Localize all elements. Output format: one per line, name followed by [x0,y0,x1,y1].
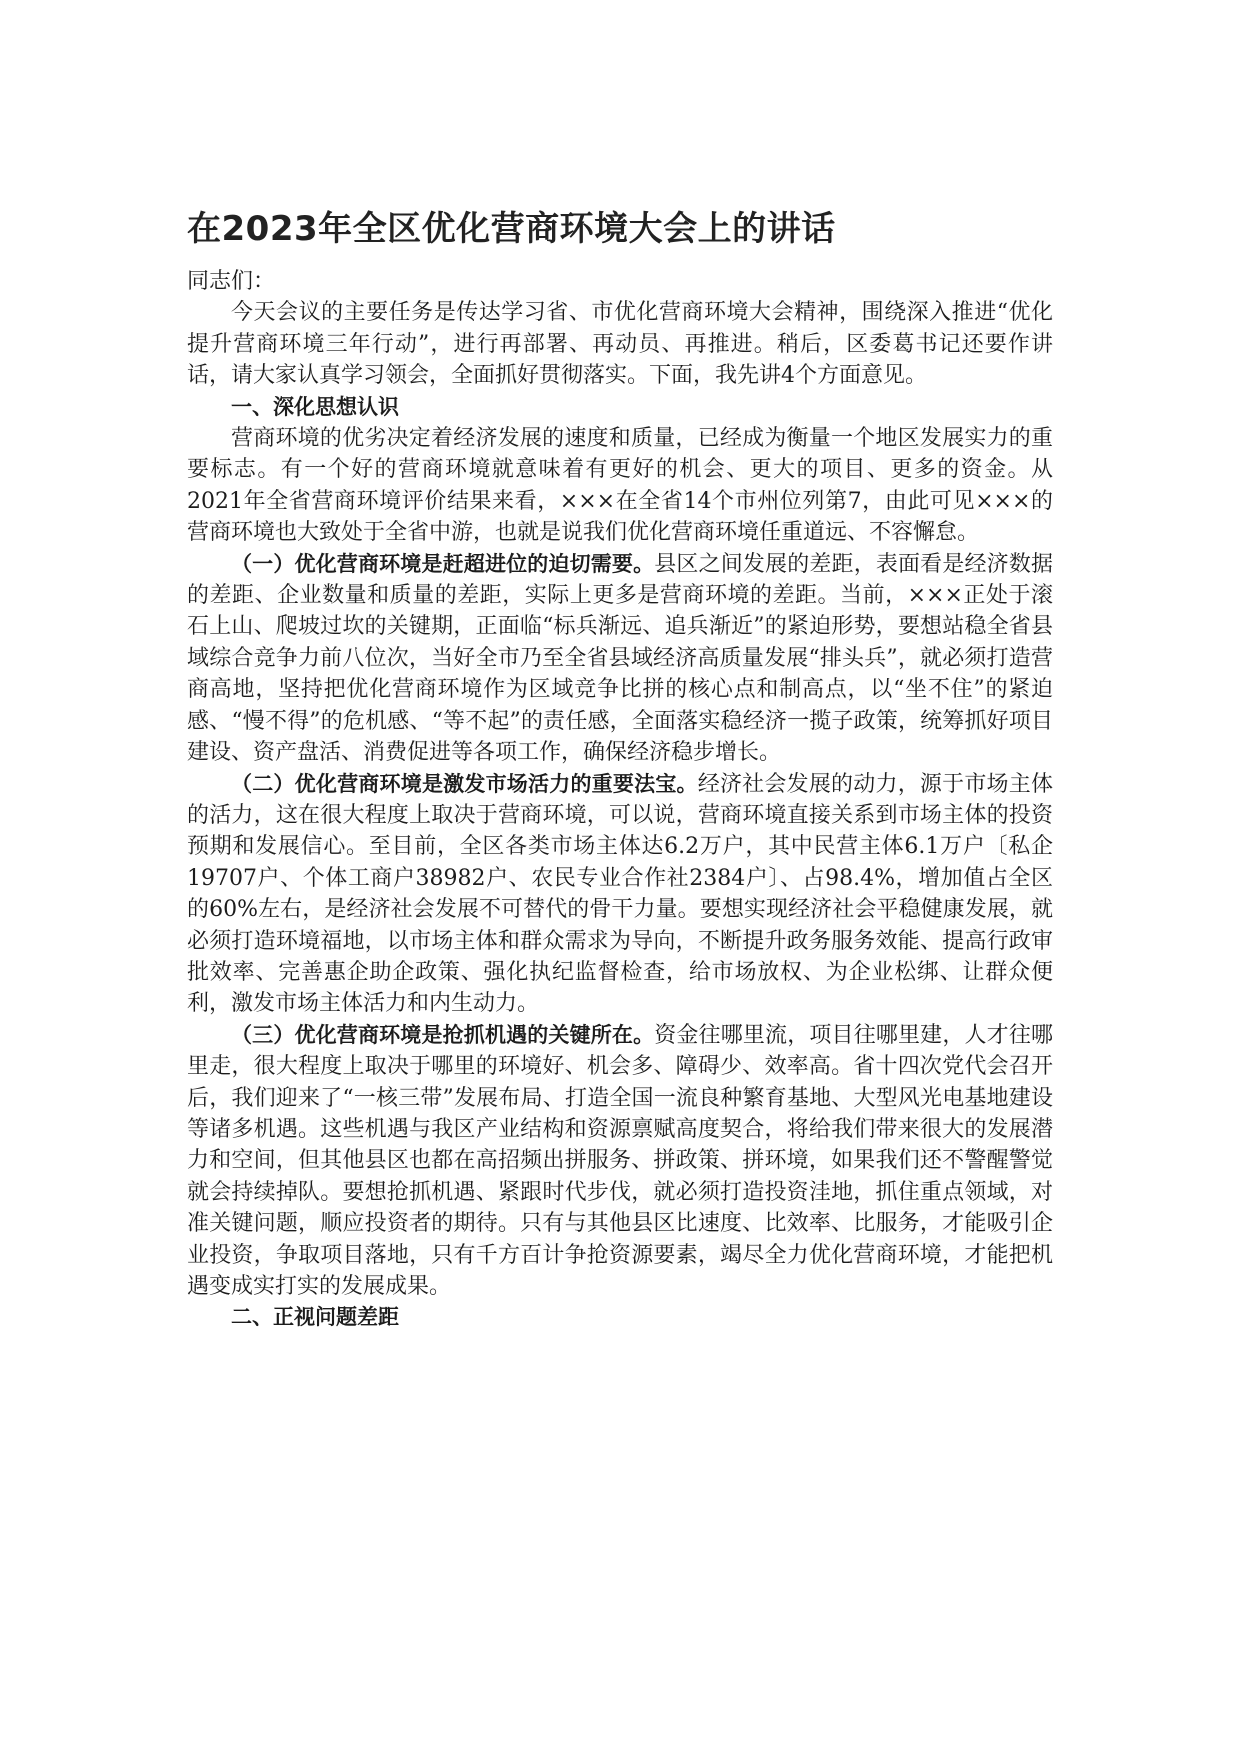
document-page [187,205,1053,1334]
point-1-paragraph [187,549,1053,769]
document-body [187,266,1053,1334]
section-heading-2: 二、正视问题差距 [231,1305,399,1330]
point-2-text: 经济社会发展的动力，源于市场主体的活力，这在很大程度上取决于营商环境，可以说，营商环境直接关系到市场主体的投资预期和发展信心。至目前，全区各类市场主体达6.2万户，其中民营主体6.1万户〔私企19707户、个体工商户38982户、农民专业合作社2384户〕、占98.4%，增加值占全区的60%左右，是经济社会发展不可替代的骨干力量。要想实现经济社会平稳健康发展，就必须打造环境福地，以市场主体和群众需求为导向，不断提升政务服务效能、提高行政审批效率、完善惠企助企政策、强化执纪监督检查，给市场放权、为企业松绑、让群众便利，激发市场主体活力和内生动力。 [187,771,1053,1017]
section-heading-1: 一、深化思想认识 [231,394,399,419]
point-2-paragraph [187,769,1053,1020]
point-1-lead: （一）优化营商环境是赶超进位的迫切需要。 [231,551,655,576]
point-2-lead: （二）优化营商环境是激发市场活力的重要法宝。 [231,771,698,796]
point-3-text: 资金往哪里流，项目往哪里建，人才往哪里走，很大程度上取决于哪里的环境好、机会多、障碍少、效率高。省十四次党代会召开后，我们迎来了“一核三带”发展布局、打造全国一流良种繁育基地、大型风光电基地建设等诸多机遇。这些机遇与我区产业结构和资源禀赋高度契合，将给我们带来很大的发展潜力和空间，但其他县区也都在高招频出拼服务、拼政策、拼环境，如果我们还不警醒警觉就会持续掉队。要想抢抓机遇、紧跟时代步伐，就必须打造投资洼地，抓住重点领域，对准关键问题，顺应投资者的期待。只有与其他县区比速度、比效率、比服务，才能吸引企业投资，争取项目落地，只有千方百计争抢资源要素，竭尽全力优化营商环境，才能把机遇变成实打实的发展成果。 [187,1022,1053,1299]
intro-paragraph: 今天会议的主要任务是传达学习省、市优化营商环境大会精神，围绕深入推进“优化提升营商环境三年行动”，进行再部署、再动员、再推进。稍后，区委葛书记还要作讲话，请大家认真学习领会，全面抓好贯彻落实。下面，我先讲4个方面意见。 [187,300,1053,389]
section-1-paragraph: 营商环境的优劣决定着经济发展的速度和质量，已经成为衡量一个地区发展实力的重要标志。有一个好的营商环境就意味着有更好的机会、更大的项目、更多的资金。从2021年全省营商环境评价结果来看，×××在全省14个市州位列第7，由此可见×××的营商环境也大致处于全省中游，也就是说我们优化营商环境任重道远、不容懈怠。 [187,426,1053,546]
point-3-lead: （三）优化营商环境是抢抓机遇的关键所在。 [231,1022,655,1047]
point-3-paragraph [187,1020,1053,1303]
salutation: 同志们： [187,269,276,294]
document-title: 在2023年全区优化营商环境大会上的讲话 [187,209,836,249]
point-1-text: 县区之间发展的差距，表面看是经济数据的差距、企业数量和质量的差距，实际上更多是营商环境的差距。当前，×××正处于滚石上山、爬坡过坎的关键期，正面临“标兵渐远、追兵渐近”的紧迫形势，要想站稳全省县域综合竞争力前八位次，当好全市乃至全省县域经济高质量发展“排头兵”，就必须打造营商高地，坚持把优化营商环境作为区域竞争比拼的核心点和制高点，以“坐不住”的紧迫感、“慢不得”的危机感、“等不起”的责任感，全面落实稳经济一揽子政策，统筹抓好项目建设、资产盘活、消费促进等各项工作，确保经济稳步增长。 [187,551,1053,766]
